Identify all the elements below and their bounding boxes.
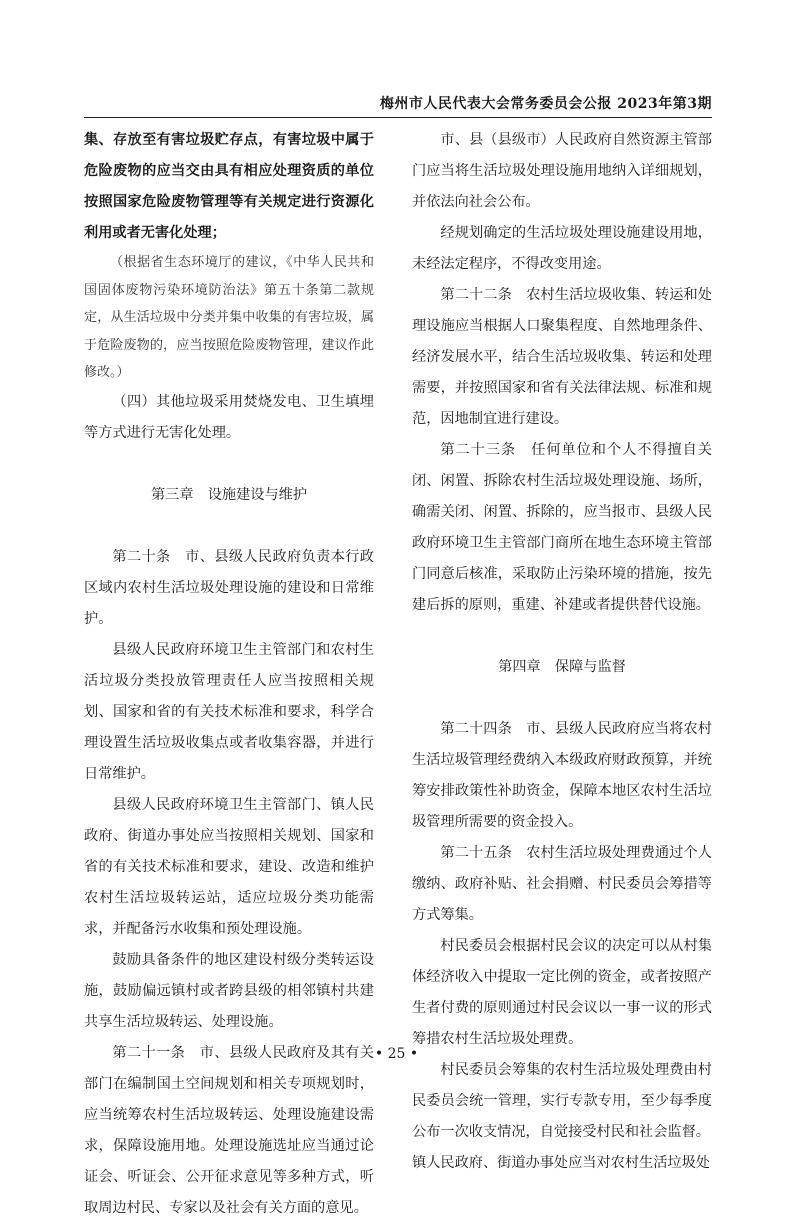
article-24: 第二十四条 市、县级人民政府应当将农村生活垃圾管理经费纳入本级政府财政预算，并统筹安排政策性补助资金，保障本地区农村生活垃圾管理所需要的资金投入。 — [412, 721, 712, 830]
paragraph-transfer-stations: 县级人民政府环境卫生主管部门、镇人民政府、街道办事处应当按照相关规划、国家和省的有关技术标准和要求，建设、改造和维护农村生活垃圾转运站，适应垃圾分类功能需求，并配备污水收集和预处理设施。 — [84, 796, 374, 937]
journal-header: 梅州市人民代表大会常务委员会公报 2023年第3期 — [379, 96, 712, 112]
paragraph-land-use-change: 经规划确定的生活垃圾处理设施建设用地，未经法定程序，不得改变用途。 — [412, 225, 712, 272]
chapter-3-heading: 第三章 设施建设与维护 — [150, 486, 308, 503]
article-21: 第二十一条 市、县级人民政府及其有关部门在编制国土空间规划和相关专项规划时，应当统筹农村生活垃圾转运、处理设施建设需求，保障设施用地。处理设施选址应当通过论证会、听证会、公开征求意见等多种方式，听取周边村民、专家以及社会有关方面的意见。 — [84, 1044, 374, 1216]
article-22: 第二十二条 农村生活垃圾收集、转运和处理设施应当根据人口聚集程度、自然地理条件、经济发展水平，结合生活垃圾收集、转运和处理需要，并按照国家和省有关法律法规、标准和规范，因地制宜进行建设。 — [412, 287, 712, 427]
page-number: • 25 • — [374, 1046, 419, 1062]
paragraph-collection-points: 县级人民政府环境卫生主管部门和农村生活垃圾分类投放管理责任人应当按照相关规划、国家和省的有关技术标准和要求，科学合理设置生活垃圾收集点或者收集容器，并进行日常维护。 — [84, 641, 374, 782]
spacer — [84, 449, 374, 480]
right-column — [412, 125, 712, 1179]
spacer — [84, 511, 374, 542]
paragraph-land-use-plan: 市、县（县级市）人民政府自然资源主管部门应当将生活垃圾处理设施用地纳入详细规划，并依法向社会公布。 — [412, 132, 712, 210]
paragraph-fund-management: 村民委员会筹集的农村生活垃圾处理费由村民委员会统一管理，实行专款专用，至少每季度公布一次收支情况，自觉接受村民和社会监督。 — [412, 1062, 712, 1140]
header-rule — [84, 117, 712, 118]
paragraph-hazardous-waste: 集、存放至有害垃圾贮存点，有害垃圾中属于危险废物的应当交由具有相应处理资质的单位按照国家危险废物管理等有关规定进行资源化利用或者无害化处理； — [84, 132, 374, 241]
paragraph-other-waste: （四）其他垃圾采用焚烧发电、卫生填埋等方式进行无害化处理。 — [84, 393, 374, 441]
paragraph-town-government: 镇人民政府、街道办事处应当对农村生活垃圾处 — [412, 1155, 710, 1171]
paragraph-village-fund: 村民委员会根据村民会议的决定可以从村集体经济收入中提取一定比例的资金，或者按照产生者付费的原则通过村民会议以一事一议的形式筹措农村生活垃圾处理费。 — [412, 938, 712, 1047]
article-23: 第二十三条 任何单位和个人不得擅自关闭、闲置、拆除农村生活垃圾处理设施、场所，确需关闭、闲置、拆除的，应当报市、县级人民政府环境卫生主管部门商所在地生态环境主管部门同意后核准，采取防止污染环境的措施，按先建后拆的原则，重建、补建或者提供替代设施。 — [412, 442, 712, 613]
spacer — [412, 621, 712, 652]
spacer — [412, 683, 712, 714]
revision-note: （根据省生态环境厅的建议，《中华人民共和国固体废物污染环境防治法》第五十条第二款规定，从生活垃圾中分类并集中收集的有害垃圾，属于危险废物的，应当按照危险废物管理，建议作此修改。） — [84, 255, 374, 380]
chapter-4-heading: 第四章 保障与监督 — [498, 659, 626, 675]
article-25: 第二十五条 农村生活垃圾处理费通过个人缴纳、政府补贴、社会捐赠、村民委员会筹措等方式筹集。 — [412, 845, 712, 923]
article-20: 第二十条 市、县级人民政府负责本行政区域内农村生活垃圾处理设施的建设和日常维护。 — [84, 548, 374, 627]
paragraph-shared-facilities: 鼓励具备条件的地区建设村级分类转运设施，鼓励偏远镇村或者跨县级的相邻镇村共建共享生活垃圾转运、处理设施。 — [84, 951, 374, 1030]
